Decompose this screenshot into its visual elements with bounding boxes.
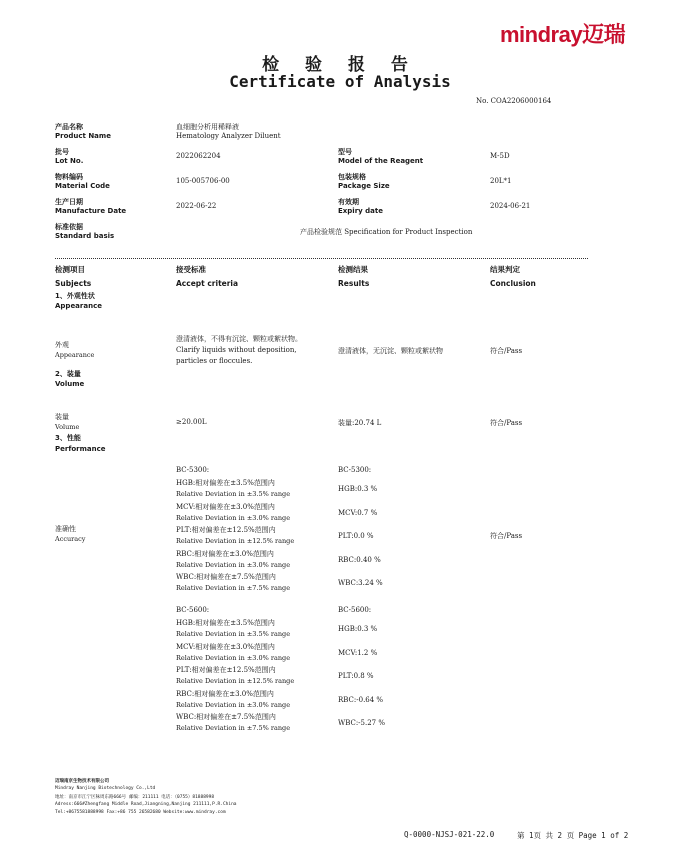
footer-company-cn: 迈瑞南京生物技术有限公司: [55, 779, 109, 784]
bc5300-rbc-criteria-en: Relative Deviation in ±3.0% range: [176, 561, 291, 569]
appearance-conclusion: 符合/Pass: [490, 347, 523, 355]
certificate-number: No. COA2206000164: [476, 97, 552, 105]
lot-no-value: 2022062204: [176, 152, 221, 160]
header-criteria-cn: 接受标准: [176, 265, 206, 274]
material-code-label-en: Material Code: [55, 182, 110, 190]
product-name-label-cn: 产品名称: [55, 123, 83, 131]
standard-label-cn: 标准依据: [55, 223, 83, 231]
bc5300-plt-criteria-en: Relative Deviation in ±12.5% range: [176, 537, 295, 545]
bc5300-hgb-criteria-en: Relative Deviation in ±3.5% range: [176, 490, 291, 498]
bc5600-hgb-criteria-cn: HGB:相对偏差在±3.5%范围内: [176, 619, 275, 627]
bc5300-mcv-criteria-en: Relative Deviation in ±3.0% range: [176, 514, 291, 522]
header-results-cn: 检测结果: [338, 265, 368, 274]
accuracy-item-en: Accuracy: [55, 535, 86, 543]
product-name-label-en: Product Name: [55, 132, 111, 140]
bc5300-plt-result: PLT:0.0 %: [338, 532, 374, 540]
footer-company-en: Mindray Nanjing Biotechnology Co.,Ltd: [55, 786, 156, 791]
appearance-criteria-line1: 澄清液体，不得有沉淀、颗粒或絮状物。: [176, 335, 302, 343]
bc5300-rbc-result: RBC:0.40 %: [338, 556, 381, 564]
mindray-logo: mindray迈瑞: [500, 22, 626, 47]
bc5600-plt-criteria-cn: PLT:相对偏差在±12.5%范围内: [176, 666, 276, 674]
mfg-date-value: 2022-06-22: [176, 202, 217, 210]
product-name-value-en: Hematology Analyzer Diluent: [176, 132, 281, 140]
mfg-date-label-en: Manufacture Date: [55, 207, 127, 215]
appearance-item-en: Appearance: [55, 351, 95, 359]
package-size-value: 20L*1: [490, 177, 512, 185]
product-name-value-cn: 血细胞分析用稀释液: [176, 123, 239, 131]
bc5300-wbc-criteria-cn: WBC:相对偏差在±7.5%范围内: [176, 573, 276, 581]
header-results-en: Results: [338, 279, 370, 288]
bc5600-mcv-result: MCV:1.2 %: [338, 649, 378, 657]
package-size-label-en: Package Size: [338, 182, 390, 190]
bc5300-mcv-criteria-cn: MCV:相对偏差在±3.0%范围内: [176, 503, 275, 511]
bc5300-results-label: BC-5300:: [338, 466, 372, 474]
model-label-en: Model of the Reagent: [338, 157, 424, 165]
bc5300-plt-criteria-cn: PLT:相对偏差在±12.5%范围内: [176, 526, 276, 534]
section-volume-title-cn: 2、装量: [55, 370, 81, 378]
volume-item-en: Volume: [55, 423, 80, 431]
title-en: Certificate of Analysis: [229, 72, 451, 91]
standard-value: 产品检验规范 Specification for Product Inspection: [300, 228, 473, 236]
volume-criteria: ≥20.00L: [176, 418, 207, 426]
appearance-criteria-line2: Clarify liquids without deposition,: [176, 346, 297, 354]
bc5600-wbc-criteria-cn: WBC:相对偏差在±7.5%范围内: [176, 713, 276, 721]
section-volume-title-en: Volume: [55, 380, 85, 388]
expiry-date-label-en: Expiry date: [338, 207, 383, 215]
bc5600-mcv-criteria-en: Relative Deviation in ±3.0% range: [176, 654, 291, 662]
appearance-result: 澄清液体，无沉淀、颗粒或絮状物: [338, 347, 443, 355]
expiry-date-value: 2024-06-21: [490, 202, 531, 210]
bc5600-rbc-criteria-en: Relative Deviation in ±3.0% range: [176, 701, 291, 709]
accuracy-item-cn: 准确性: [55, 525, 76, 533]
bc5600-criteria-label: BC-5600:: [176, 606, 210, 614]
package-size-label-cn: 包装规格: [338, 173, 366, 181]
section-appearance-title-cn: 1、外观性状: [55, 292, 95, 300]
bc5300-hgb-criteria-cn: HGB:相对偏差在±3.5%范围内: [176, 479, 275, 487]
header-criteria-en: Accept criteria: [176, 279, 239, 288]
bc5600-rbc-result: RBC:-0.64 %: [338, 696, 384, 704]
header-subjects-cn: 检测项目: [55, 265, 85, 274]
material-code-value: 105-005706-00: [176, 177, 230, 185]
expiry-date-label-cn: 有效期: [338, 198, 359, 206]
bc5300-rbc-criteria-cn: RBC:相对偏差在±3.0%范围内: [176, 550, 274, 558]
bc5600-rbc-criteria-cn: RBC:相对偏差在±3.0%范围内: [176, 690, 274, 698]
bc5600-plt-result: PLT:0.8 %: [338, 672, 374, 680]
header-conclusion-cn: 结果判定: [490, 265, 520, 274]
bc5300-criteria-label: BC-5300:: [176, 466, 210, 474]
bc5600-hgb-result: HGB:0.3 %: [338, 625, 378, 633]
footer-contact: Tel:+8675581888998 Fax:+86 755 26582680 Website:www.mindray.com: [55, 810, 226, 815]
appearance-criteria-line3: particles or floccules.: [176, 357, 253, 365]
section-performance-title-cn: 3、性能: [55, 434, 81, 442]
volume-result: 装量:20.74 L: [338, 419, 382, 427]
bc5600-hgb-criteria-en: Relative Deviation in ±3.5% range: [176, 630, 291, 638]
separator-dotted: [55, 258, 588, 259]
bc5600-results-label: BC-5600:: [338, 606, 372, 614]
bc5600-mcv-criteria-cn: MCV:相对偏差在±3.0%范围内: [176, 643, 275, 651]
bc5300-hgb-result: HGB:0.3 %: [338, 485, 378, 493]
model-value: M-5D: [490, 152, 510, 160]
header-subjects-en: Subjects: [55, 279, 92, 288]
appearance-item-cn: 外观: [55, 341, 69, 349]
document-code: Q-0000-NJSJ-021-22.0: [404, 830, 495, 839]
footer-address-en: Adress:666#Zhengfang Middle Road,Jiangning,Nanjing 211111,P.R.China: [55, 802, 237, 807]
bc5600-plt-criteria-en: Relative Deviation in ±12.5% range: [176, 677, 295, 685]
footer-address-cn: 地址：南京市江宁区秣周东路666号 邮编：211111 电话：（0755）81888998: [55, 795, 215, 800]
section-appearance-title-en: Appearance: [55, 302, 102, 310]
page-number: 第 1页 共 2 页 Page 1 of 2: [517, 831, 629, 840]
bc5300-wbc-criteria-en: Relative Deviation in ±7.5% range: [176, 584, 291, 592]
accuracy-conclusion: 符合/Pass: [490, 532, 523, 540]
section-performance-title-en: Performance: [55, 445, 106, 453]
lot-no-label-en: Lot No.: [55, 157, 84, 165]
bc5600-wbc-result: WBC:-5.27 %: [338, 719, 386, 727]
material-code-label-cn: 物料编码: [55, 173, 83, 181]
header-conclusion-en: Conclusion: [490, 279, 536, 288]
mfg-date-label-cn: 生产日期: [55, 198, 83, 206]
volume-conclusion: 符合/Pass: [490, 419, 523, 427]
volume-item-cn: 装量: [55, 413, 69, 421]
bc5300-wbc-result: WBC:3.24 %: [338, 579, 383, 587]
standard-label-en: Standard basis: [55, 232, 115, 240]
title-cn: 检 验 报 告: [262, 55, 418, 75]
model-label-cn: 型号: [338, 148, 352, 156]
bc5300-mcv-result: MCV:0.7 %: [338, 509, 378, 517]
lot-no-label-cn: 批号: [55, 148, 69, 156]
bc5600-wbc-criteria-en: Relative Deviation in ±7.5% range: [176, 724, 291, 732]
